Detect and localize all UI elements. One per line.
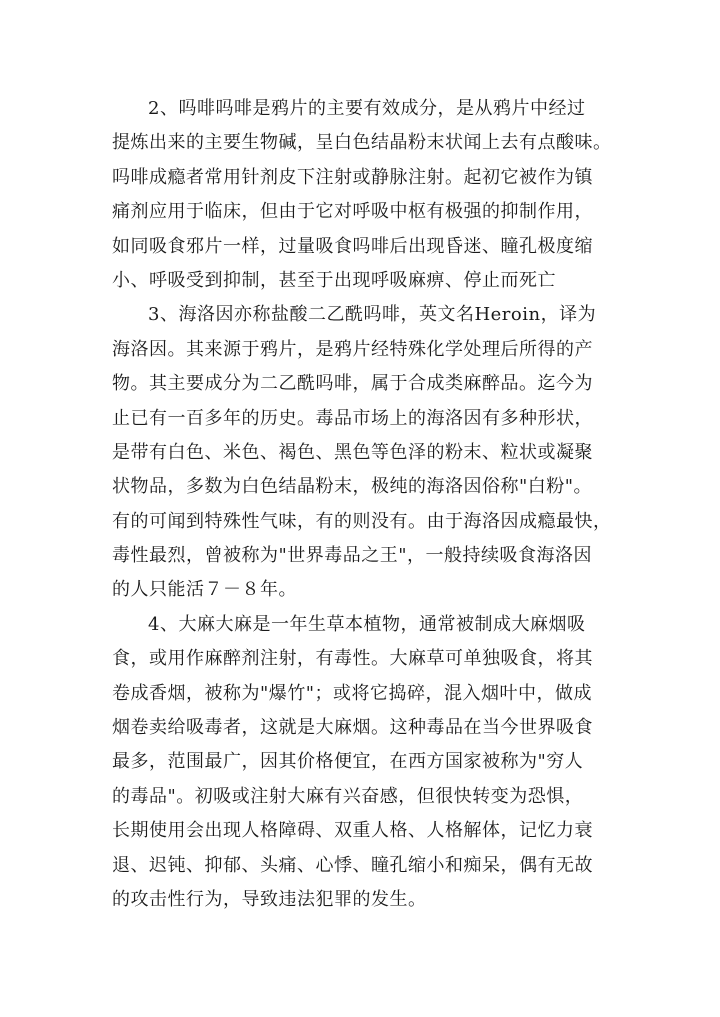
- paragraph-line: 提炼出来的主要生物碱，呈白色结晶粉末状闻上去有点酸味。: [112, 132, 612, 154]
- paragraph-line: 的攻击性行为，导致违法犯罪的发生。: [112, 888, 427, 910]
- paragraph-line: 2、吗啡吗啡是鸦片的主要有效成分，是从鸦片中经过: [148, 98, 586, 119]
- paragraph-line: 退、迟钝、抑郁、头痛、心悸、瞳孔缩小和痴呆，偶有无故: [112, 854, 593, 876]
- paragraph-line: 3、海洛因亦称盐酸二乙酰吗啡，英文名Heroin，译为: [148, 304, 597, 326]
- paragraph-line: 4、大麻大麻是一年生草本植物，通常被制成大麻烟吸: [148, 613, 586, 635]
- paragraph-line: 物。其主要成分为二乙酰吗啡，属于合成类麻醉品。迄今为: [112, 373, 593, 395]
- document-body: [112, 92, 632, 917]
- paragraph-line: 的人只能活７－８年。: [112, 579, 297, 601]
- paragraph-line: 卷成香烟，被称为"爆竹"；或将它捣碎，混入烟叶中，做成: [112, 682, 593, 704]
- paragraph-line: 有的可闻到特殊性气味，有的则没有。由于海洛因成瘾最快，: [112, 510, 612, 532]
- paragraph-line: 如同吸食邪片一样，过量吸食吗啡后出现昏迷、瞳孔极度缩: [112, 235, 593, 257]
- paragraph-line: 烟卷卖给吸毒者，这就是大麻烟。这种毒品在当今世界吸食: [112, 717, 593, 739]
- paragraph-line: 海洛因。其来源于鸦片，是鸦片经特殊化学处理后所得的产: [112, 338, 593, 360]
- paragraph-morphine: [112, 92, 632, 298]
- paragraph-line: 吗啡成瘾者常用针剂皮下注射或静脉注射。起初它被作为镇: [112, 166, 593, 188]
- paragraph-line: 止已有一百多年的历史。毒品市场上的海洛因有多种形状，: [112, 407, 593, 429]
- paragraph-line: 是带有白色、米色、褐色、黑色等色泽的粉末、粒状或凝聚: [112, 441, 593, 463]
- paragraph-line: 最多，范围最广，因其价格便宜，在西方国家被称为"穷人: [112, 751, 584, 773]
- paragraph-line: 毒性最烈，曾被称为"世界毒品之王"，一般持续吸食海洛因: [112, 545, 593, 567]
- paragraph-line: 状物品，多数为白色结晶粉末，极纯的海洛因俗称"白粉"。: [112, 476, 593, 498]
- paragraph-heroin: [112, 298, 632, 608]
- paragraph-line: 的毒品"。初吸或注射大麻有兴奋感，但很快转变为恐惧，: [112, 785, 584, 807]
- paragraph-line: 痛剂应用于临床，但由于它对呼吸中枢有极强的抑制作用，: [112, 201, 593, 223]
- paragraph-line: 食，或用作麻醉剂注射，有毒性。大麻草可单独吸食，将其: [112, 648, 593, 670]
- paragraph-line: 小、呼吸受到抑制，甚至于出现呼吸麻痹、停止而死亡: [112, 269, 556, 291]
- paragraph-cannabis: [112, 608, 632, 918]
- paragraph-line: 长期使用会出现人格障碍、双重人格、人格解体，记忆力衰: [112, 820, 593, 842]
